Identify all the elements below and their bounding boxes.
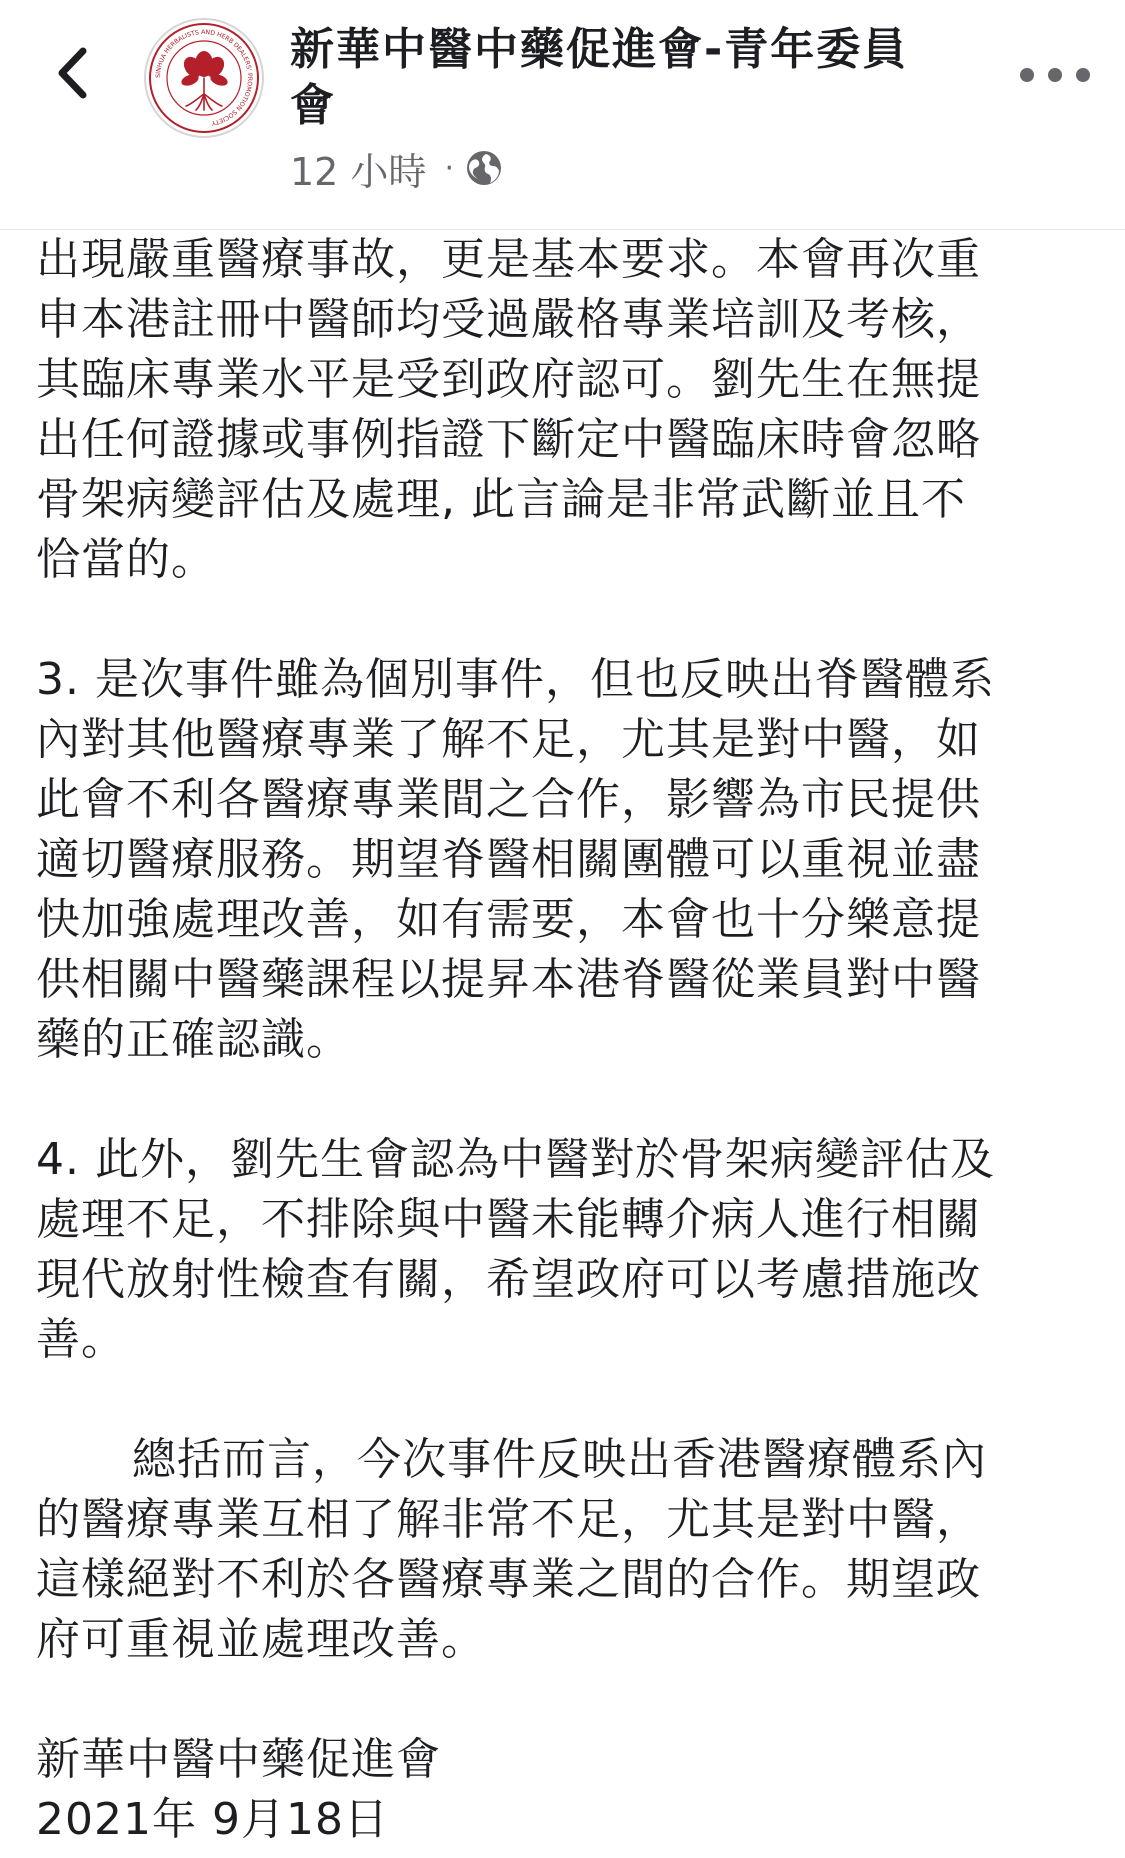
page-name-line-1[interactable]: 新華中醫中藥促進會-青年委員 bbox=[290, 24, 909, 75]
svg-text:SINHUA HERBALISTS AND HERB DEA: SINHUA HERBALISTS AND HERB DEALERS' PROMOTION SOCIETY bbox=[154, 28, 254, 127]
meta-separator: · bbox=[444, 150, 454, 186]
text-line: 出現嚴重醫療事故，更是基本要求。本會再次重 bbox=[36, 234, 981, 285]
text-line: 此會不利各醫療專業間之合作，影響為市民提供 bbox=[36, 774, 981, 825]
page-name-line-2[interactable]: 會 bbox=[290, 80, 336, 131]
page-name[interactable] bbox=[290, 22, 970, 134]
chevron-left-icon bbox=[55, 47, 89, 99]
globe-icon[interactable] bbox=[464, 148, 504, 188]
post-paragraph bbox=[36, 1130, 1096, 1370]
post-paragraph bbox=[36, 1430, 1096, 1670]
post-paragraph bbox=[36, 230, 1096, 590]
more-dot-icon bbox=[1020, 68, 1034, 82]
back-button[interactable] bbox=[44, 40, 100, 106]
text-line: 恰當的。 bbox=[36, 534, 216, 585]
post-signature bbox=[36, 1730, 1096, 1850]
post-timestamp[interactable]: 12 小時 bbox=[290, 149, 427, 194]
page-avatar[interactable] bbox=[144, 18, 264, 138]
text-line: 府可重視並處理改善。 bbox=[36, 1614, 486, 1665]
text-line: 出任何證據或事例指證下斷定中醫臨床時會忽略 bbox=[36, 414, 981, 465]
text-line: 申本港註冊中醫師均受過嚴格專業培訓及考核， bbox=[36, 294, 981, 345]
post-header bbox=[0, 0, 1125, 230]
text-line: 這樣絕對不利於各醫療專業之間的合作。期望政 bbox=[36, 1554, 981, 1605]
text-line: 供相關中醫藥課程以提昇本港脊醫從業員對中醫 bbox=[36, 954, 981, 1005]
signature-name: 新華中醫中藥促進會 bbox=[36, 1734, 441, 1785]
text-line: 適切醫療服務。期望脊醫相關團體可以重視並盡 bbox=[36, 834, 981, 885]
text-line: 內對其他醫療專業了解不足，尤其是對中醫，如 bbox=[36, 714, 981, 765]
signature-date: 2021年 9月18日 bbox=[36, 1794, 389, 1845]
text-line: 3. 是次事件雖為個別事件，但也反映出脊醫體系 bbox=[36, 654, 995, 705]
text-line: 藥的正確認識。 bbox=[36, 1014, 351, 1065]
text-line: 善。 bbox=[36, 1314, 126, 1365]
text-line: 現代放射性檢查有關，希望政府可以考慮措施改 bbox=[36, 1254, 981, 1305]
text-line: 其臨床專業水平是受到政府認可。劉先生在無提 bbox=[36, 354, 981, 405]
text-line: 的醫療專業互相了解非常不足，尤其是對中醫， bbox=[36, 1494, 981, 1545]
text-line: 骨架病變評估及處理, 此言論是非常武斷並且不 bbox=[36, 474, 966, 525]
society-logo bbox=[146, 20, 262, 136]
post-meta bbox=[290, 142, 504, 194]
more-dot-icon bbox=[1048, 68, 1062, 82]
post-paragraph bbox=[36, 650, 1096, 1070]
more-dot-icon bbox=[1076, 68, 1090, 82]
more-options-button[interactable] bbox=[1020, 50, 1090, 100]
text-line: 快加強處理改善，如有需要，本會也十分樂意提 bbox=[36, 894, 981, 945]
post-text bbox=[36, 230, 1096, 1850]
text-line: 4. 此外，劉先生會認為中醫對於骨架病變評估及 bbox=[36, 1134, 995, 1185]
text-line: 總括而言，今次事件反映出香港醫療體系內 bbox=[132, 1434, 987, 1485]
text-line: 處理不足，不排除與中醫未能轉介病人進行相關 bbox=[36, 1194, 981, 1245]
